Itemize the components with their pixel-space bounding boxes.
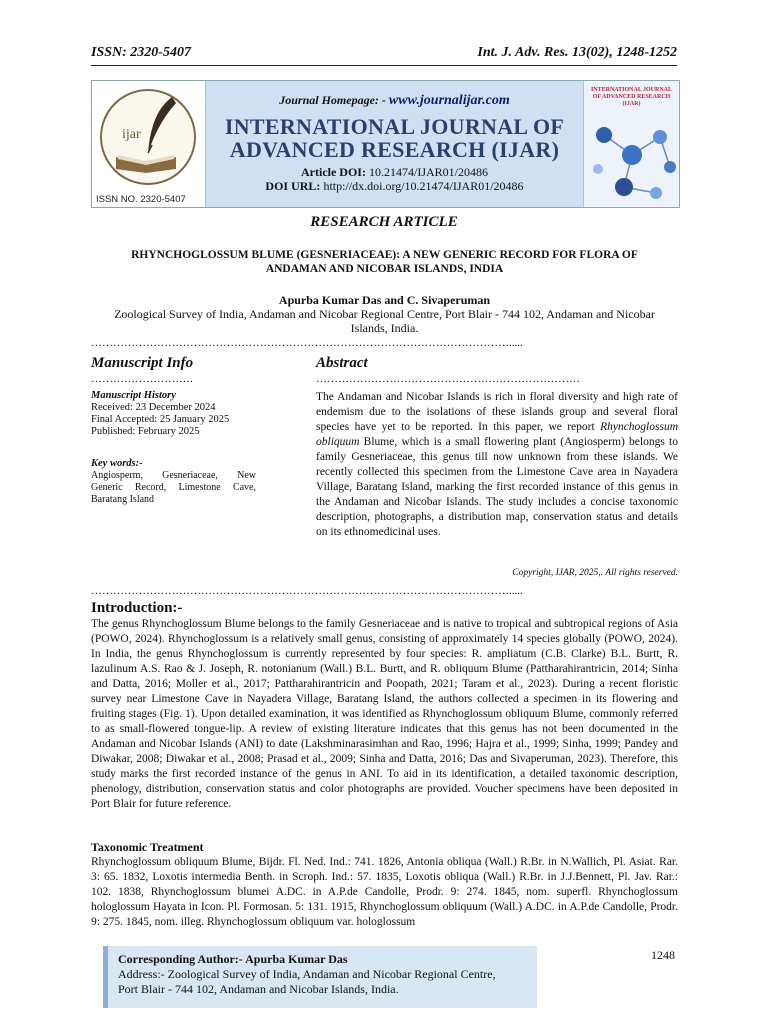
logo-text: ijar — [122, 127, 141, 142]
journal-logo — [92, 81, 206, 207]
article-type: RESEARCH ARTICLE — [310, 214, 458, 230]
separator-dots-2: ……………………………………………………………………………………………………..... — [91, 585, 523, 597]
keywords-block — [91, 458, 256, 506]
keywords-label: Key words:- — [91, 458, 143, 469]
abstract-text-part2: Blume, which is a small flowering plant (Angiosperm) belongs to family Gesneriaceae, this genus till now unknown from these islands. We recently collected this specimen from the Limestone Cave area in Nayadera Village, Baratang Island, marking the first recorded instance of this genus in the Andaman and Nicobar Islands. The study includes a concise taxonomic description, photographs, a distribution map, conservation status and details on its ethnomedicinal uses. — [316, 436, 678, 538]
corresponding-author-box — [103, 946, 537, 1008]
doi-url-link[interactable]: http://dx.doi.org/10.21474/IJAR01/20486 — [323, 179, 524, 193]
published-date: Published: February 2025 — [91, 426, 200, 437]
homepage-label: Journal Homepage: - — [279, 93, 386, 107]
paper-title — [91, 248, 678, 276]
book-icon — [114, 149, 178, 173]
affiliation-line2: Islands, India. — [350, 321, 419, 335]
separator-dots: ……………………………………………………………………………………………………..... — [91, 337, 523, 349]
journal-title-line1: INTERNATIONAL JOURNAL OF — [224, 114, 565, 139]
keywords-text: Angiosperm, Gesneriaceae, New Generic Record, Limestone Cave, Baratang Island — [91, 470, 256, 505]
page-number: 1248 — [651, 948, 675, 962]
taxonomy-paragraph: Rhynchoglossum obliquum Blume, Bijdr. Fl. Ned. Ind.: 741. 1826, Antonia obliqua (Wall.) R.Br. in N.Wallich, Pl. Asiat. Rar. 3: 65. 1832, Loxotis intermedia Benth. in Scroph. Ind.: 57. 1835, Loxotis obliqua (Wall.) R.Br. in J.J.Bennett, Pl. Jav. Rar.: 102. 1838, Rhynchoglossum blumei A.DC. in A.P.de Candolle, Prodr. 9: 274. 1845, nom. superfl. Rhynchoglossum hologlossum Hayata in Icon. Pl. Formosan. 5: 131. 1915, Rhynchoglossum obliquum (Wall.) A.DC. in A.P.de Candolle, Prodr. 9: 275. 1845, nom. illeg. Rhynchoglossum obliquum var. hologlossum — [91, 856, 678, 928]
doi-block — [206, 165, 583, 193]
manuscript-history — [91, 390, 256, 438]
logo-issn: ISSN NO. 2320-5407 — [96, 194, 186, 205]
address-line2: Port Blair - 744 102, Andaman and Nicobar Islands, India. — [118, 982, 399, 996]
history-label: Manuscript History — [91, 390, 176, 401]
received-date: Received: 23 December 2024 — [91, 402, 216, 413]
manuscript-info-heading: Manuscript Info — [91, 355, 194, 371]
abstract-text-part1: The Andaman and Nicobar Islands is rich in floral diversity and high rate of endemism due to the isolations of these islands group and several floral species have yet to be reported. In this paper, we report — [316, 391, 678, 433]
journal-banner — [91, 80, 680, 208]
manuscript-dots: ………………………. — [91, 373, 193, 385]
abstract-heading: Abstract — [316, 355, 368, 371]
citation-text: Int. J. Adv. Res. 13(02), 1248-1252 — [477, 45, 677, 60]
journal-title — [206, 115, 583, 161]
cover-title: INTERNATIONAL JOURNAL OF ADVANCED RESEARCH (IJAR) — [590, 87, 673, 107]
running-header — [91, 45, 677, 66]
address-line1: Address:- Zoological Survey of India, Andaman and Nicobar Regional Centre, — [118, 967, 496, 981]
accepted-date: Final Accepted: 25 January 2025 — [91, 414, 230, 425]
quill-icon — [142, 95, 178, 155]
banner-center — [206, 81, 583, 207]
affiliation — [91, 307, 678, 335]
paper-title-line2: ANDAMAN AND NICOBAR ISLANDS, INDIA — [265, 263, 504, 275]
abstract-text — [316, 390, 678, 540]
doi-url-label: DOI URL: — [265, 179, 321, 193]
introduction-heading: Introduction:- — [91, 600, 183, 616]
homepage-link[interactable]: www.journalijar.com — [388, 93, 510, 108]
molecule-icon — [584, 105, 679, 205]
copyright: Copyright, IJAR, 2025,. All rights reserved. — [512, 568, 678, 578]
doi-value: 10.21474/IJAR01/20486 — [368, 165, 488, 179]
journal-title-line2: ADVANCED RESEARCH (IJAR) — [229, 137, 560, 162]
taxonomy-heading: Taxonomic Treatment — [91, 840, 204, 854]
abstract-dots: ……………………………………………………………… — [316, 373, 580, 385]
introduction-paragraph: The genus Rhynchoglossum Blume belongs to the family Gesneriaceae and is native to tropical and subtropical regions of Asia (POWO, 2024). Rhynchoglossum is a relatively small genus, consisting of approximately 14 species globally (POWO, 2024). In India, the genus Rhynchoglossum is currently represented by four species: R. ampliatum (C.B. Clarke) B.L. Burtt, R. lazulinum A.S. Rao & J. Joseph, R. notonianum (Wall.) B.L. Burtt, and R. obliquum Blume (Pattharahirantricin, 2014; Sinha and Datta, 2016; Moller et al., 2017; Pattharahirantricin and Poopath, 2021; Taram et al., 2023). During a recent floristic survey near Limestone Cave in Nayadera Village, Baratang Island, the authors collected a specimen in its flowering and fruiting stages (Fig. 1). Upon detailed examination, it was identified as Rhynchoglossum obliquum Blume, commonly referred to as small-flowered tongue-lip. A review of existing literature indicates that this genus has not been documented in the Andaman and Nicobar Islands (ANI) to date (Lakshminarasimhan and Rao, 1996; Hajra et al., 1999; Sinha, 1999; Pandey and Diwakar, 2008; Diwakar et al., 2008; Prasad et al., 2009; Sinha and Datta, 2016; Das and Sivaperuman, 2023). Therefore, this study marks the first recorded instance of the genus in ANI. To aid in its identification, a detailed taxonomic description, phenology, distribution, conservation status and color photographs are provided. Voucher specimens have been deposited in Port Blair for future reference. — [91, 618, 678, 810]
paper-title-line1: RHYNCHOGLOSSUM BLUME (GESNERIACEAE): A NEW GENERIC RECORD FOR FLORA OF — [131, 249, 638, 261]
abstract-species-name: Rhynchoglossum obliquum — [316, 421, 678, 448]
corresponding-author-label: Corresponding Author:- Apurba Kumar Das — [118, 952, 348, 966]
issn-text: ISSN: 2320-5407 — [91, 45, 191, 60]
journal-cover-image — [583, 81, 679, 207]
affiliation-line1: Zoological Survey of India, Andaman and Nicobar Regional Centre, Port Blair - 744 102, Andaman and Nicobar — [114, 307, 655, 321]
doi-label: Article DOI: — [301, 165, 366, 179]
journal-homepage — [206, 93, 583, 109]
authors: Apurba Kumar Das and C. Sivaperuman — [278, 293, 491, 307]
